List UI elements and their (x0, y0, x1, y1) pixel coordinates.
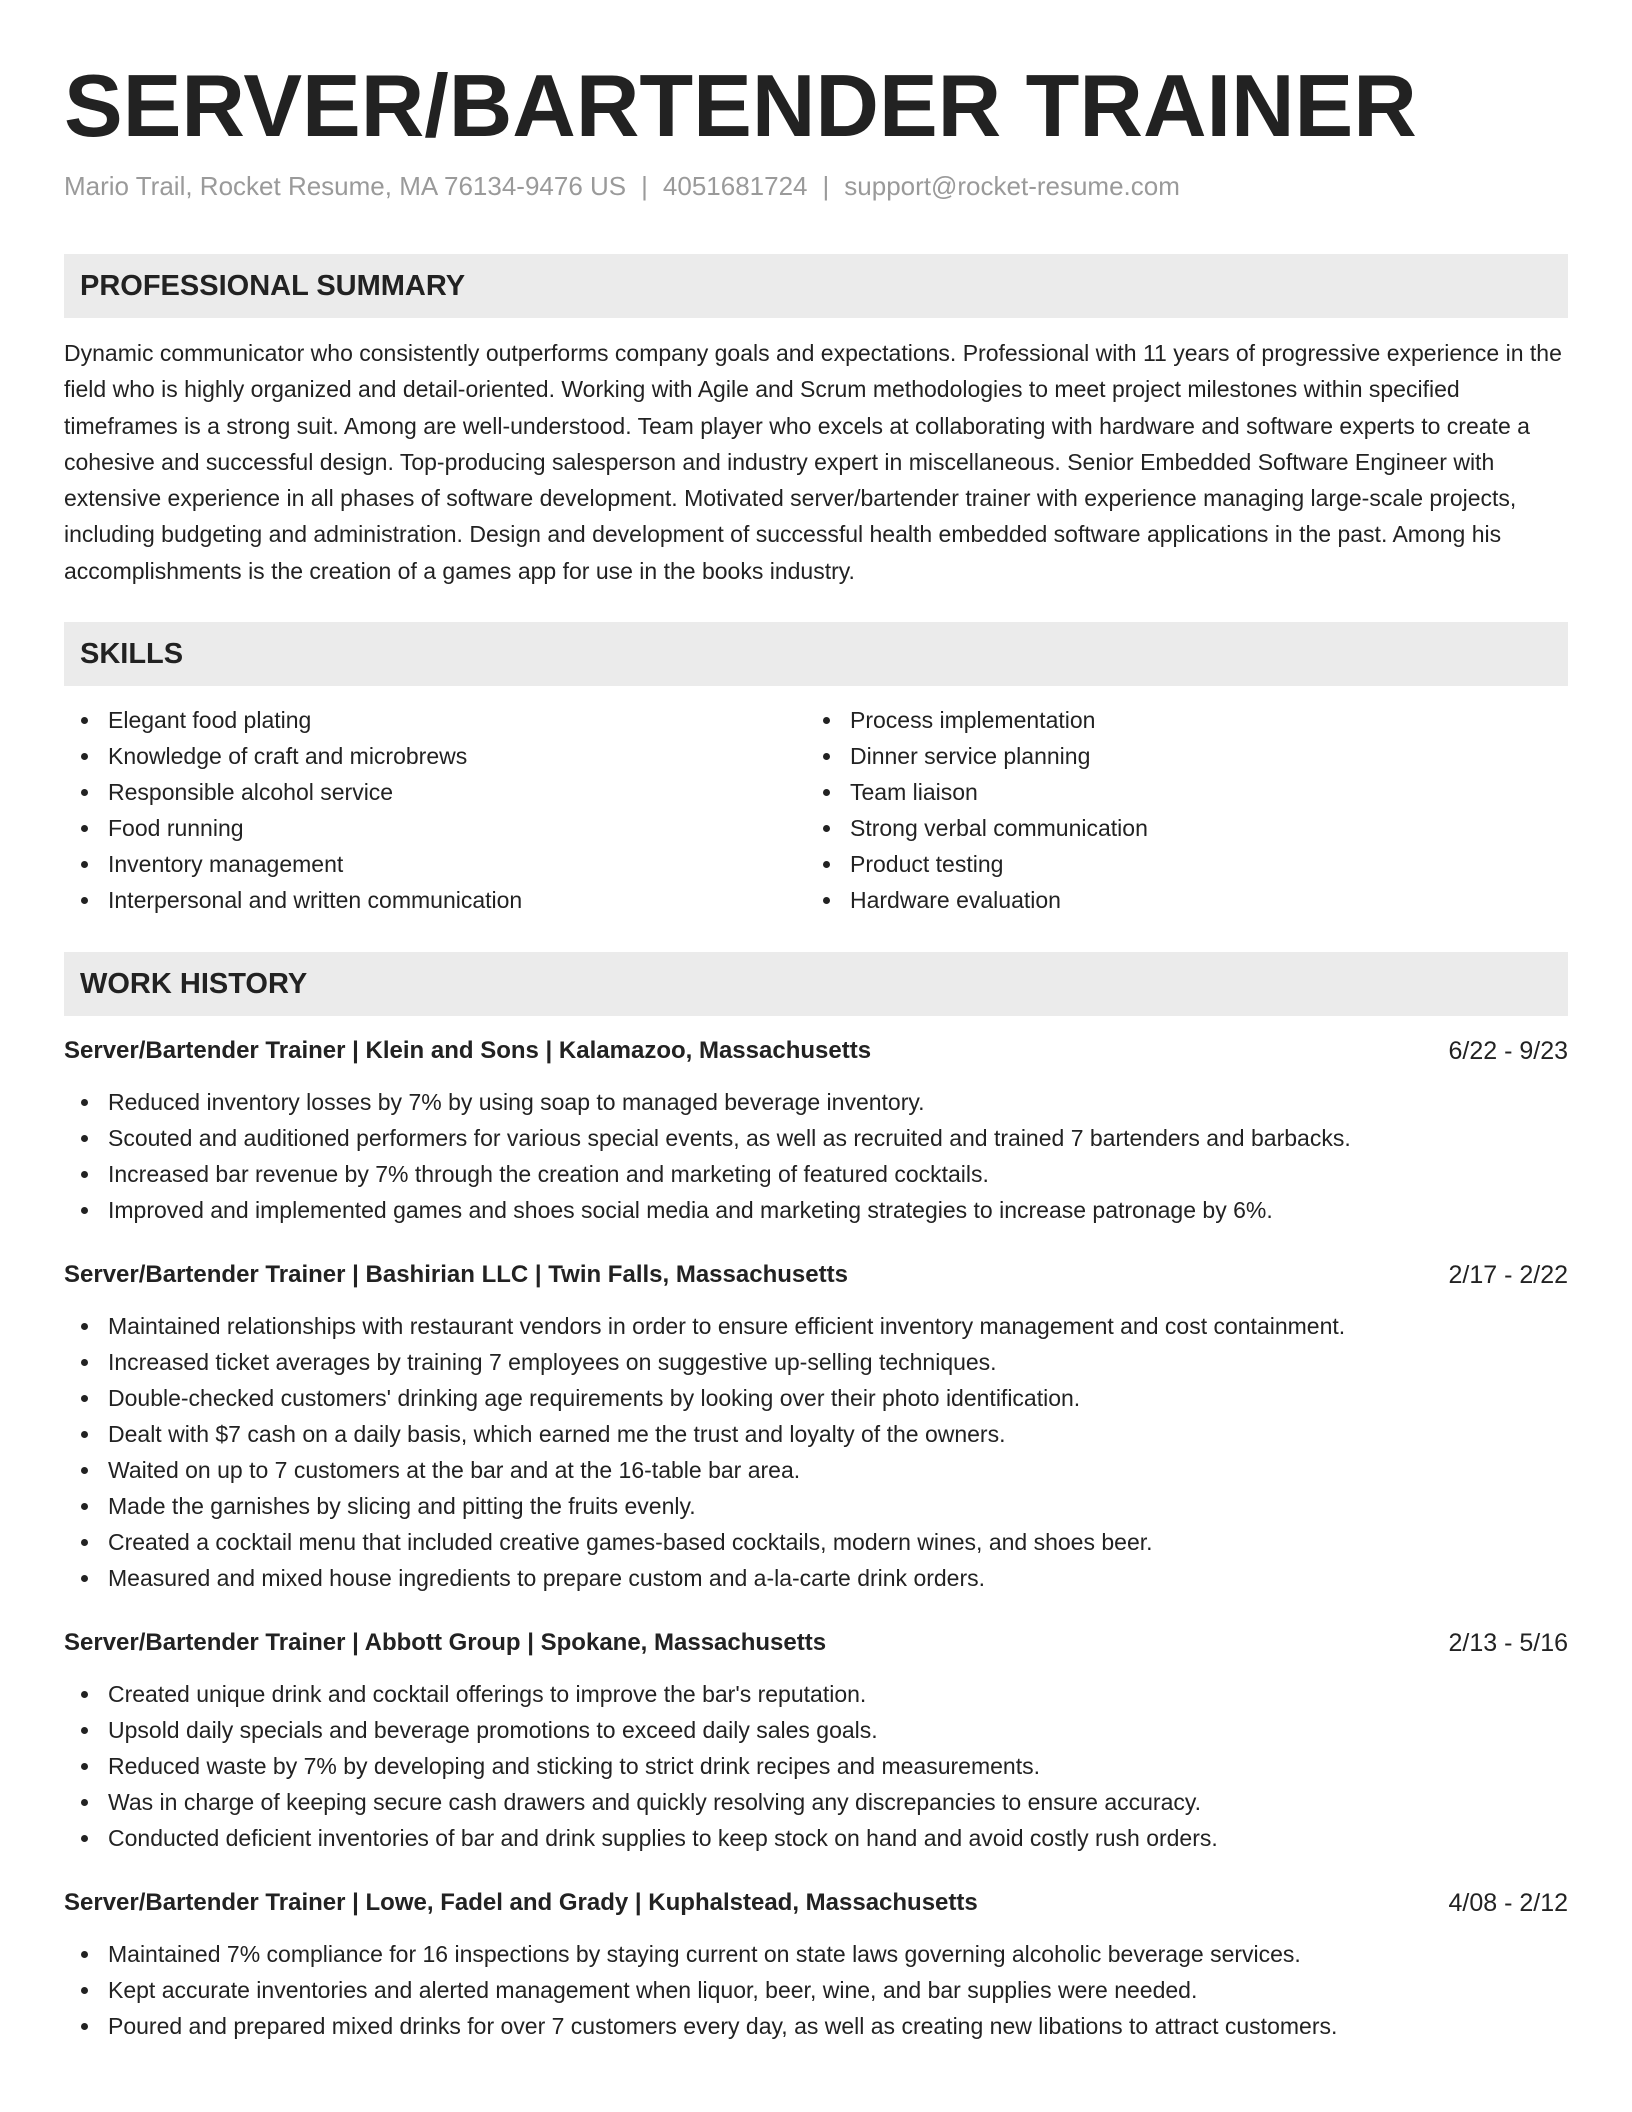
job-bullet: Dealt with $7 cash on a daily basis, which earned me the trust and loyalty of the owners. (64, 1416, 1568, 1452)
skill-item: Food running (64, 810, 806, 846)
section-heading-work-history: WORK HISTORY (64, 952, 1568, 1016)
section-heading-skills: SKILLS (64, 622, 1568, 686)
job-bullets (64, 1308, 1568, 1596)
job-dates: 4/08 - 2/12 (1448, 1889, 1568, 1918)
skills-list-left (64, 702, 806, 918)
job-dates: 2/17 - 2/22 (1448, 1261, 1568, 1290)
skill-item: Inventory management (64, 846, 806, 882)
skill-item: Dinner service planning (806, 738, 1548, 774)
job-entry (64, 1886, 1568, 2044)
skill-item: Elegant food plating (64, 702, 806, 738)
job-bullet: Poured and prepared mixed drinks for over 7 customers every day, as well as creating new libations to attract customers. (64, 2008, 1568, 2044)
job-title: Server/Bartender Trainer | Klein and Sons | Kalamazoo, Massachusetts (64, 1037, 872, 1065)
job-bullet: Increased ticket averages by training 7 employees on suggestive up-selling techniques. (64, 1344, 1568, 1380)
job-title: Server/Bartender Trainer | Lowe, Fadel and Grady | Kuphalstead, Massachusetts (64, 1889, 978, 1917)
job-bullets (64, 1676, 1568, 1856)
skill-item: Team liaison (806, 774, 1548, 810)
skill-item: Hardware evaluation (806, 882, 1548, 918)
job-bullet: Reduced inventory losses by 7% by using soap to managed beverage inventory. (64, 1084, 1568, 1120)
job-bullet: Kept accurate inventories and alerted management when liquor, beer, wine, and bar supplies were needed. (64, 1972, 1568, 2008)
section-heading-summary: PROFESSIONAL SUMMARY (64, 254, 1568, 318)
job-title: Server/Bartender Trainer | Abbott Group | Spokane, Massachusetts (64, 1629, 827, 1657)
skills-list-right (806, 702, 1548, 918)
job-bullet: Measured and mixed house ingredients to prepare custom and a-la-carte drink orders. (64, 1560, 1568, 1596)
job-entry (64, 1034, 1568, 1228)
job-bullet: Improved and implemented games and shoes social media and marketing strategies to increase patronage by 6%. (64, 1192, 1568, 1228)
job-bullet: Created unique drink and cocktail offerings to improve the bar's reputation. (64, 1676, 1568, 1712)
job-header (64, 1258, 1568, 1292)
contact-separator: | (822, 171, 830, 201)
job-bullet: Was in charge of keeping secure cash drawers and quickly resolving any discrepancies to ensure accuracy. (64, 1784, 1568, 1820)
job-bullets (64, 1084, 1568, 1228)
skill-item: Product testing (806, 846, 1548, 882)
job-bullet: Scouted and auditioned performers for various special events, as well as recruited and trained 7 bartenders and barbacks. (64, 1120, 1568, 1156)
contact-email[interactable]: support@rocket-resume.com (844, 171, 1180, 201)
skill-item: Interpersonal and written communication (64, 882, 806, 918)
skill-item: Responsible alcohol service (64, 774, 806, 810)
job-bullet: Increased bar revenue by 7% through the creation and marketing of featured cocktails. (64, 1156, 1568, 1192)
job-bullet: Maintained 7% compliance for 16 inspections by staying current on state laws governing alcoholic beverage services. (64, 1936, 1568, 1972)
job-dates: 2/13 - 5/16 (1448, 1629, 1568, 1658)
job-bullet: Conducted deficient inventories of bar and drink supplies to keep stock on hand and avoid costly rush orders. (64, 1820, 1568, 1856)
job-entry (64, 1258, 1568, 1596)
contact-phone: 4051681724 (662, 171, 808, 201)
skill-item: Strong verbal communication (806, 810, 1548, 846)
skills-columns (64, 702, 1568, 918)
job-header (64, 1626, 1568, 1660)
resume-page (64, 0, 1568, 2044)
job-bullets (64, 1936, 1568, 2044)
job-bullet: Created a cocktail menu that included creative games-based cocktails, modern wines, and shoes beer. (64, 1524, 1568, 1560)
resume-title: SERVER/BARTENDER TRAINER (64, 56, 1417, 155)
job-entry (64, 1626, 1568, 1856)
skill-item: Knowledge of craft and microbrews (64, 738, 806, 774)
contact-address: Mario Trail, Rocket Resume, MA 76134-9476 US (64, 171, 627, 201)
contact-line (64, 168, 1568, 204)
job-bullet: Waited on up to 7 customers at the bar and at the 16-table bar area. (64, 1452, 1568, 1488)
job-bullet: Upsold daily specials and beverage promotions to exceed daily sales goals. (64, 1712, 1568, 1748)
summary-text: Dynamic communicator who consistently outperforms company goals and expectations. Professional with 11 years of progressive experience in the field who is highly organized and detail-oriented. Working with Agile and Scrum methodologies to meet project milestones within specified timeframes is a strong suit. Among are well-understood. Team player who excels at collaborating with hardware and software experts to create a cohesive and successful design. Top-producing salesperson and industry expert in miscellaneous. Senior Embedded Software Engineer with extensive experience in all phases of software development. Motivated server/bartender trainer with experience managing large-scale projects, including budgeting and administration. Design and development of successful health embedded software applications in the past. Among his accomplishments is the creation of a games app for use in the books industry. (64, 340, 1562, 584)
job-title: Server/Bartender Trainer | Bashirian LLC | Twin Falls, Massachusetts (64, 1261, 848, 1289)
skill-item: Process implementation (806, 702, 1548, 738)
job-header (64, 1886, 1568, 1920)
job-header (64, 1034, 1568, 1068)
job-bullet: Reduced waste by 7% by developing and sticking to strict drink recipes and measurements. (64, 1748, 1568, 1784)
job-bullet: Double-checked customers' drinking age requirements by looking over their photo identification. (64, 1380, 1568, 1416)
job-dates: 6/22 - 9/23 (1448, 1037, 1568, 1066)
job-bullet: Made the garnishes by slicing and pitting the fruits evenly. (64, 1488, 1568, 1524)
job-bullet: Maintained relationships with restaurant vendors in order to ensure efficient inventory management and cost containment. (64, 1308, 1568, 1344)
contact-separator: | (641, 171, 648, 201)
